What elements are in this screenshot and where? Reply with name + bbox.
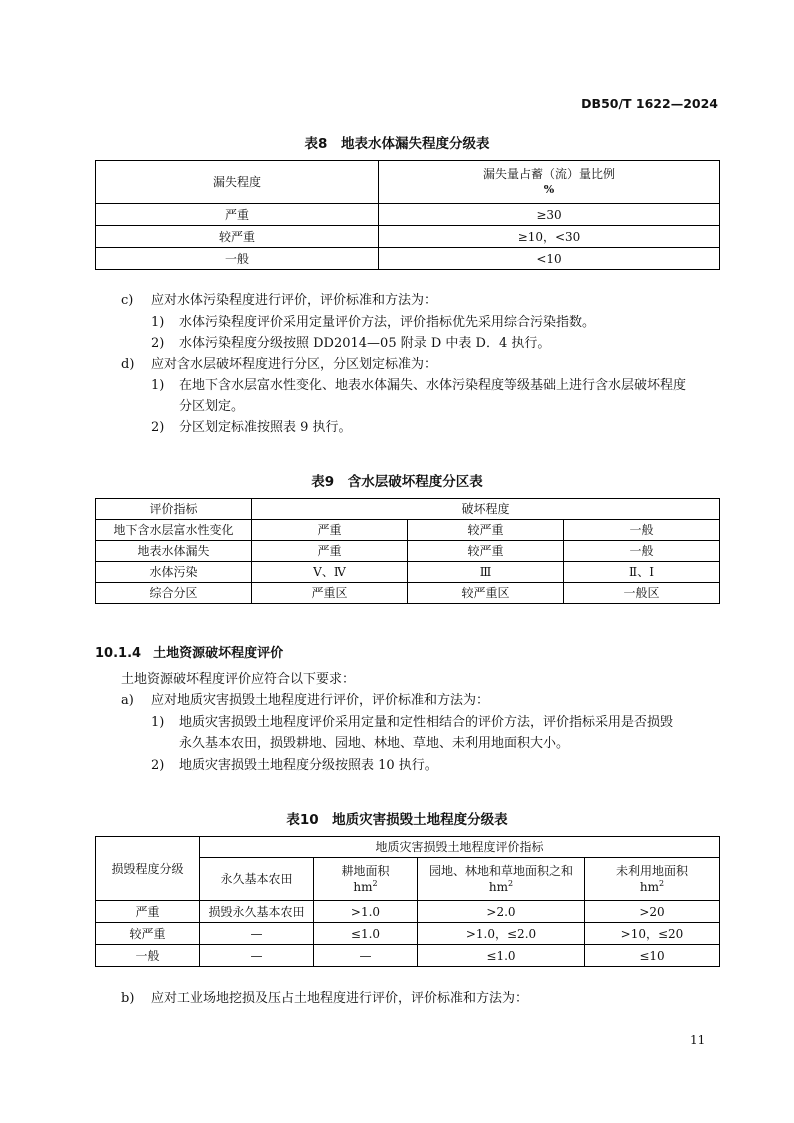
section-b-text: 应对工业场地挖损及压占土地程度进行评价，评价标准和方法为：	[151, 991, 529, 1006]
table-row	[96, 583, 720, 604]
table9-cell: 较严重	[408, 541, 564, 562]
table10	[95, 836, 720, 967]
section-d-item2-text: 分区划定标准按照表 9 执行。	[179, 420, 352, 435]
section-title: 土地资源破坏程度评价	[153, 646, 284, 661]
table10-subheader-title: 耕地面积	[341, 864, 390, 878]
table-row	[96, 226, 720, 248]
table10-cell: ≤1.0	[314, 923, 418, 945]
table8-caption: 表8 地表水体漏失程度分级表	[304, 136, 490, 152]
table9-header-indicator: 评价指标	[96, 499, 252, 520]
table9-indicator: 水体污染	[96, 562, 252, 583]
table9-cell: Ⅲ	[408, 562, 564, 583]
section-d-item1-num: 1)	[151, 378, 165, 393]
section-number: 10.1.4	[95, 646, 142, 661]
section-c-item1-text: 水体污染程度评价采用定量评价方法，评价指标优先采用综合污染指数。	[179, 315, 596, 330]
section-c-item2-text: 水体污染程度分级按照 DD2014—05 附录 D 中表 D．4 执行。	[179, 336, 551, 351]
section-d-text: 应对含水层破坏程度进行分区，分区划定标准为：	[151, 357, 438, 372]
table9-cell: 严重	[252, 520, 408, 541]
table8-col2-header-title: 漏失量占蓄（流）量比例	[482, 167, 615, 181]
table-row	[96, 901, 720, 923]
table8-level: 严重	[96, 204, 379, 226]
table10-header-group: 地质灾害损毁土地程度评价指标	[200, 837, 720, 858]
table9-cell: 较严重	[408, 520, 564, 541]
section-a-item1-line2: 永久基本农田，损毁耕地、园地、林地、草地、未利用地面积大小。	[179, 736, 570, 751]
section-d-item1-line1: 在地下含水层富水性变化、地表水体漏失、水体污染程度等级基础上进行含水层破坏程度	[179, 378, 687, 393]
section-c-item1-num: 1)	[151, 315, 165, 330]
section-a-text: 应对地质灾害损毁土地程度进行评价，评价标准和方法为：	[151, 693, 490, 708]
table9-cell: Ⅴ、Ⅳ	[252, 562, 408, 583]
table10-grade: 一般	[96, 945, 200, 967]
table10-grade: 严重	[96, 901, 200, 923]
section-a-item2-text: 地质灾害损毁土地程度分级按照表 10 执行。	[179, 758, 438, 773]
table-row	[96, 923, 720, 945]
section-c-text: 应对水体污染程度进行评价，评价标准和方法为：	[151, 293, 438, 308]
table8-col2-header	[379, 161, 720, 204]
table10-header-row	[96, 837, 720, 858]
table9-caption: 表9 含水层破坏程度分区表	[311, 474, 483, 490]
table10-cell: >10，≤20	[585, 923, 720, 945]
table10-subheader	[418, 858, 585, 901]
table10-header-grade: 损毁程度分级	[96, 837, 200, 901]
table9	[95, 498, 720, 604]
table10-subheader	[314, 858, 418, 901]
table10-subheader-title: 园地、林地和草地面积之和	[428, 864, 573, 878]
table9-header-row	[96, 499, 720, 520]
section-d-item1-line2: 分区划定。	[179, 399, 245, 414]
table10-caption: 表10 地质灾害损毁土地程度分级表	[286, 812, 508, 828]
table10-cell: >2.0	[418, 901, 585, 923]
table10-subheader	[585, 858, 720, 901]
table-row	[96, 248, 720, 270]
table9-cell: 严重区	[252, 583, 408, 604]
table8-value: ≥30	[379, 204, 720, 226]
section-a-label: a)	[121, 693, 134, 708]
table10-cell: —	[314, 945, 418, 967]
table8-col1-header: 漏失程度	[96, 161, 379, 204]
table10-subheader-unit: $hm^2$	[488, 879, 514, 894]
table10-cell: —	[200, 945, 314, 967]
table8-value: <10	[379, 248, 720, 270]
table9-cell: 严重	[252, 541, 408, 562]
document-code: DB50/T 1622—2024	[581, 96, 718, 111]
table10-subheader-unit: $hm^2$	[353, 879, 378, 894]
table-row	[96, 945, 720, 967]
table10-cell: ≤10	[585, 945, 720, 967]
table10-cell: ≤1.0	[418, 945, 585, 967]
table-row	[96, 562, 720, 583]
table8-level: 一般	[96, 248, 379, 270]
table10-subheader: 永久基本农田	[200, 858, 314, 901]
table9-header-degree: 破坏程度	[252, 499, 720, 520]
table8-col2-header-unit: %	[543, 183, 555, 196]
table9-cell: 一般	[564, 541, 720, 562]
table10-subheader-unit: $hm^2$	[639, 879, 665, 894]
table10-cell: 损毁永久基本农田	[200, 901, 314, 923]
table8	[95, 160, 720, 270]
table8-level: 较严重	[96, 226, 379, 248]
table10-cell: >1.0	[314, 901, 418, 923]
section-c-item2-num: 2)	[151, 336, 165, 351]
table-row	[96, 520, 720, 541]
page-number: 11	[690, 1033, 706, 1047]
section-c-label: c)	[121, 293, 134, 308]
table10-subheader-title: 未利用地面积	[616, 864, 689, 878]
section-a-item1-line1: 地质灾害损毁土地程度评价采用定量和定性相结合的评价方法，评价指标采用是否损毁	[179, 715, 674, 730]
table10-grade: 较严重	[96, 923, 200, 945]
table10-cell: —	[200, 923, 314, 945]
section-a-item1-num: 1)	[151, 715, 165, 730]
table9-indicator: 地下含水层富水性变化	[96, 520, 252, 541]
table9-indicator: 综合分区	[96, 583, 252, 604]
table-row	[96, 541, 720, 562]
table9-cell: Ⅱ、Ⅰ	[564, 562, 720, 583]
table8-header-row	[96, 161, 720, 204]
table9-cell: 一般区	[564, 583, 720, 604]
section-intro: 土地资源破坏程度评价应符合以下要求：	[121, 672, 356, 687]
table9-indicator: 地表水体漏失	[96, 541, 252, 562]
section-a-item2-num: 2)	[151, 758, 165, 773]
table9-cell: 一般	[564, 520, 720, 541]
table9-cell: 较严重区	[408, 583, 564, 604]
section-d-label: d)	[121, 357, 135, 372]
table8-value: ≥10，<30	[379, 226, 720, 248]
section-b-label: b)	[121, 991, 135, 1006]
section-d-item2-num: 2)	[151, 420, 165, 435]
table-row	[96, 204, 720, 226]
section-heading	[95, 642, 283, 661]
table10-cell: >1.0，≤2.0	[418, 923, 585, 945]
table10-cell: >20	[585, 901, 720, 923]
